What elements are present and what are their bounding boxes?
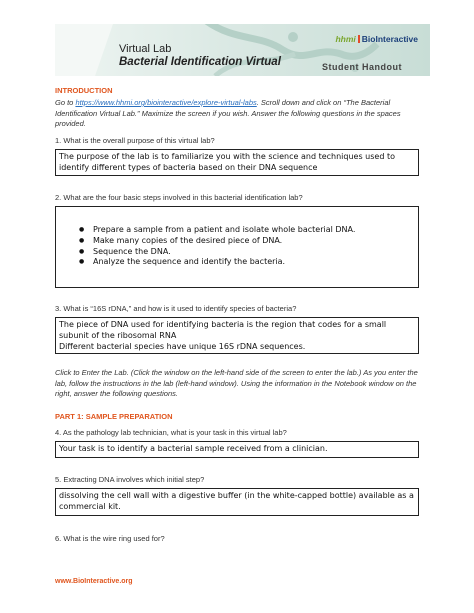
introduction-heading: INTRODUCTION — [55, 86, 113, 95]
answer-3-line-2: Different bacterial species have unique 16S rDNA sequences. — [59, 341, 306, 351]
answer-1-box[interactable] — [55, 149, 419, 176]
answer-5-text: dissolving the cell wall with a digestive buffer (in the white-capped bottle) available as a commercial kit. — [59, 491, 414, 511]
header-banner — [55, 24, 430, 76]
answer-2-box[interactable] — [55, 206, 419, 288]
step-item: ● Sequence the DNA. — [93, 247, 415, 258]
step-item: ● Analyze the sequence and identify the bacteria. — [93, 257, 415, 268]
footer-url[interactable]: www.BioInteractive.org — [55, 578, 133, 585]
handout-label: Student Handout — [322, 62, 402, 72]
logo-hhmi: hhmi — [335, 34, 356, 44]
question-6: 6. What is the wire ring used for? — [55, 534, 165, 543]
question-3: 3. What is “16S rDNA,” and how is it used to identify species of bacteria? — [55, 304, 297, 313]
part-1-heading: PART 1: SAMPLE PREPARATION — [55, 412, 173, 421]
step-item: ● Make many copies of the desired piece of DNA. — [93, 236, 415, 247]
intro-rest: . Scroll down and click on “The Bacterial Identification Virtual Lab.” Maximize the screen if you wish. Answer the following questions in the spaces provided. — [55, 98, 401, 128]
answer-3-line-1: The piece of DNA used for identifying bacteria is the region that codes for a small subunit of the ribosomal RNA — [59, 320, 387, 340]
intro-paragraph — [55, 98, 423, 130]
intro-go-to: Go to — [55, 98, 74, 107]
question-5: 5. Extracting DNA involves which initial step? — [55, 475, 205, 484]
logo-biointeractive: BioInteractive — [361, 34, 418, 44]
enter-lab-instructions: Click to Enter the Lab. (Click the window on the left-hand side of the screen to enter the lab.) As you enter the lab, follow the instructions in the lab (left-hand window). Using the information in the Notebook window on the right, answer the following questions. — [55, 368, 418, 398]
biointeractive-logo — [335, 34, 418, 44]
logo-divider — [358, 35, 360, 43]
answer-5-box[interactable] — [55, 488, 419, 516]
lab-label: Virtual Lab — [119, 43, 172, 55]
answer-3-box[interactable] — [55, 317, 419, 354]
answer-4-box[interactable] — [55, 441, 419, 458]
step-item: ● Prepare a sample from a patient and isolate whole bacterial DNA. — [93, 225, 415, 236]
answer-1-text: The purpose of the lab is to familiarize you with the science and techniques used to identify different types of bacteria based on their DNA sequence — [59, 152, 395, 172]
question-4: 4. As the pathology lab technician, what is your task in this virtual lab? — [55, 428, 287, 437]
lab-title: Bacterial Identification Virtual — [119, 56, 281, 68]
question-1: 1. What is the overall purpose of this virtual lab? — [55, 136, 215, 145]
steps-list — [59, 225, 415, 268]
question-2: 2. What are the four basic steps involved in this bacterial identification lab? — [55, 193, 303, 202]
answer-4-text: Your task is to identify a bacterial sample received from a clinician. — [59, 444, 328, 453]
virtual-labs-link[interactable]: https://www.hhmi.org/biointeractive/explore-virtual-labs — [75, 98, 257, 107]
